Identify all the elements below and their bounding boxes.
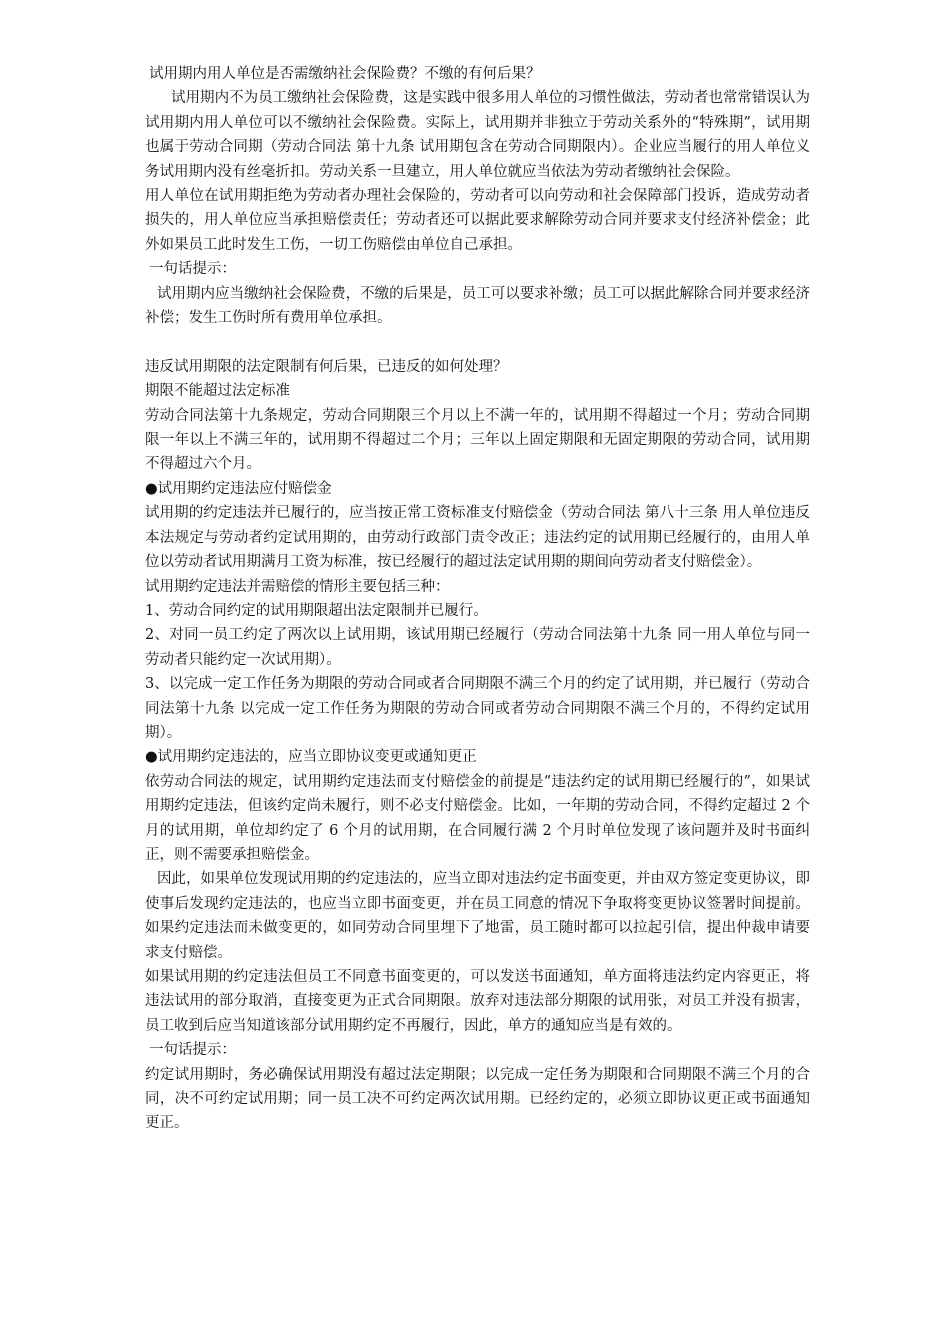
bullet-heading: ●试用期约定违法的，应当立即协议变更或通知更正 <box>145 749 477 766</box>
bullet-heading: ●试用期约定违法应付赔偿金 <box>145 480 332 497</box>
paragraph: 用人单位在试用期拒绝为劳动者办理社会保险的，劳动者可以向劳动和社会保障部门投诉，造成劳动者损失的，用人单位应当承担赔偿责任；劳动者还可以据此要求解除劳动合同并要求支付经济补偿金；此外如果员工此时发生工伤，一切工伤赔偿由单位自己承担。 <box>145 188 810 253</box>
document-body <box>145 62 810 1136</box>
paragraph: 如果试用期的约定违法但员工不同意书面变更的，可以发送书面通知，单方面将违法约定内容更正，将违法试用的部分取消，直接变更为正式合同期限。放弃对违法部分期限的试用张，对员工并没有损害，员工收到后应当知道该部分试用期约定不再履行，因此，单方的通知应当是有效的。 <box>145 969 810 1034</box>
question-heading-social-insurance: 试用期内用人单位是否需缴纳社会保险费？不缴的有何后果？ <box>149 66 541 82</box>
question-heading-probation-limit: 违反试用期限的法定限制有何后果，已违反的如何处理？ <box>145 358 508 375</box>
list-item: 3、以完成一定工作任务为期限的劳动合同或者合同期限不满三个月的约定了试用期，并已履行（劳动合同法第十九条 以完成一定工作任务为期限的劳动合同或者劳动合同期限不满三个月的，不得约定试用期）。 <box>145 676 810 741</box>
subheading: 期限不能超过法定标准 <box>145 383 290 400</box>
paragraph: 试用期约定违法并需赔偿的情形主要包括三种： <box>145 578 450 595</box>
paragraph: 因此，如果单位发现试用期的约定违法的，应当立即对违法约定书面变更，并由双方签定变更协议，即使事后发现约定违法的，也应当立即书面变更，并在员工同意的情况下争取将变更协议签署时间提前。如果约定违法而未做变更的，如同劳动合同里埋下了地雷，员工随时都可以拉起引信，提出仲裁申请要求支付赔偿。 <box>145 871 810 961</box>
list-item: 2、对同一员工约定了两次以上试用期，该试用期已经履行（劳动合同法第十九条 同一用人单位与同一劳动者只能约定一次试用期）。 <box>145 627 810 668</box>
blank-line <box>145 330 810 354</box>
paragraph: 劳动合同法第十九条规定，劳动合同期限三个月以上不满一年的，试用期不得超过一个月；劳动合同期限一年以上不满三年的，试用期不得超过二个月；三年以上固定期限和无固定期限的劳动合同，试用期不得超过六个月。 <box>145 407 810 473</box>
paragraph: 试用期的约定违法并已履行的，应当按正常工资标准支付赔偿金（劳动合同法 第八十三条 用人单位违反本法规定与劳动者约定试用期的，由劳动行政部门责令改正；违法约定的试用期已经履行的，由用人单位以劳动者试用期满月工资为标准，按已经履行的超过法定试用期的期间向劳动者支付赔偿金）。 <box>145 505 810 571</box>
tip-heading: 一句话提示： <box>149 1042 236 1059</box>
tip-heading: 一句话提示： <box>149 261 236 278</box>
tip-paragraph: 试用期内应当缴纳社会保险费，不缴的后果是，员工可以要求补缴；员工可以据此解除合同并要求经济补偿；发生工伤时所有费用单位承担。 <box>145 285 810 327</box>
paragraph: 试用期内不为员工缴纳社会保险费，这是实践中很多用人单位的习惯性做法，劳动者也常常错误认为试用期内用人单位可以不缴纳社会保险费。实际上，试用期并非独立于劳动关系外的“特殊期”，试用期也属于劳动合同期（劳动合同法 第十九条 试用期包含在劳动合同期限内）。企业应当履行的用人单位义务试用期内没有丝毫折扣。劳动关系一旦建立，用人单位就应当依法为劳动者缴纳社会保险。 <box>145 90 810 180</box>
tip-paragraph: 约定试用期时，务必确保试用期没有超过法定期限；以完成一定任务为期限和合同期限不满三个月的合同，决不可约定试用期；同一员工决不可约定两次试用期。已经约定的，必须立即协议更正或书面通知更正。 <box>145 1066 810 1132</box>
paragraph: 依劳动合同法的规定，试用期约定违法而支付赔偿金的前提是“违法约定的试用期已经履行的”，如果试用期约定违法，但该约定尚未履行，则不必支付赔偿金。比如，一年期的劳动合同，不得约定超过 2 个月的试用期，单位却约定了 6 个月的试用期，在合同履行满 2 个月时单位发现了该问题并及时书面纠正，则不需要承担赔偿金。 <box>145 773 810 863</box>
list-item: 1、劳动合同约定的试用期限超出法定限制并已履行。 <box>145 602 488 619</box>
